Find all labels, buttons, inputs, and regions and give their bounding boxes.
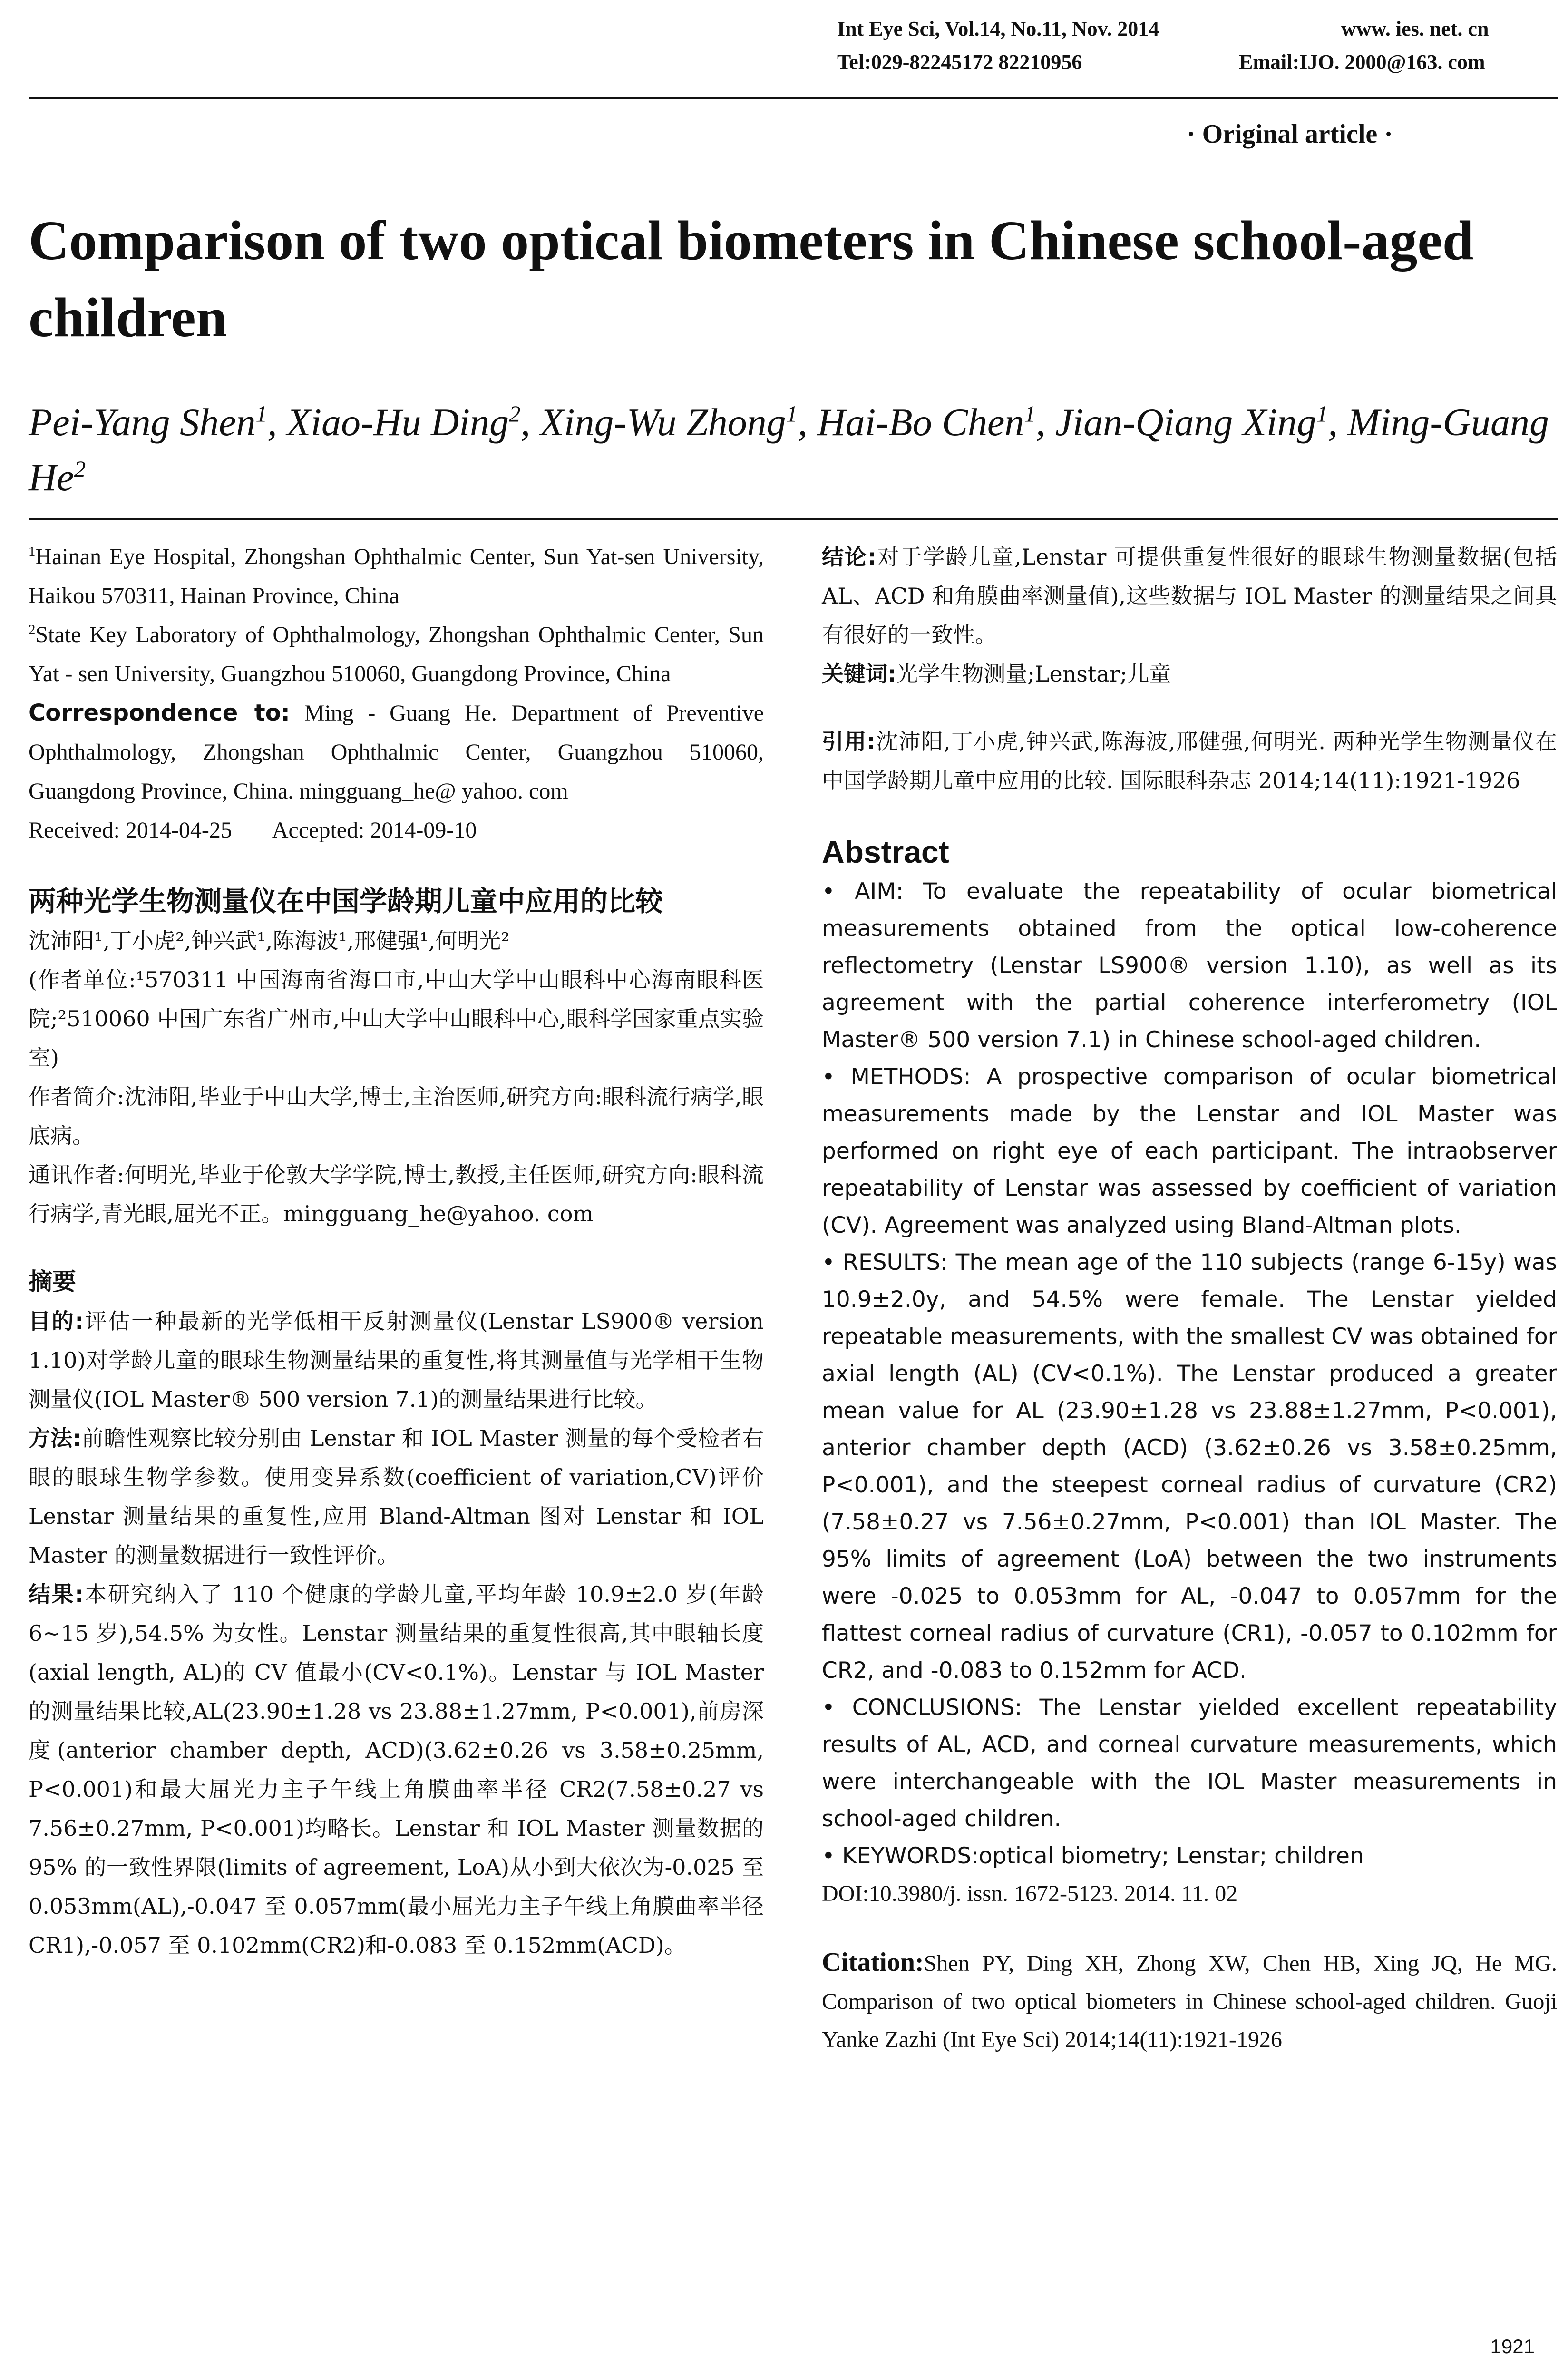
abstract-results: • RESULTS: The mean age of the 110 subjects (range 6-15y) was 10.9±2.0y, and 54.5% were female. The Lenstar yielded repeatable measurements, with the smallest CV was obtained for axial length (AL) (CV<0.1%). The Lenstar produced a greater mean value for AL (23.90±1.28 vs 23.88±1.27mm, P<0.001), anterior chamber depth (ACD) (3.62±0.26 vs 3.58±0.25mm, P<0.001), and the steepest corneal radius of curvature (CR2) (7.58±0.27 vs 7.56±0.27mm, P<0.001) than IOL Master. The 95% limits of agreement (LoA) between the two instruments were -0.025 to 0.053mm for AL, -0.047 to 0.057mm for the flattest corneal radius of curvature (CR1), -0.057 to 0.102mm for CR2, and -0.083 to 0.152mm for ACD. xyxy=(822,1249,1557,1684)
abstract-aim: • AIM: To evaluate the repeatability of ocular biometrical measurements obtained from the optical low-coherence reflectometry (Lenstar LS900® version 1.10), as well as its agreement with the partial coherence interferometry (IOL Master® 500 version 7.1) in Chinese school-aged children. xyxy=(822,878,1557,1053)
doi[interactable]: DOI:10.3980/j. issn. 1672-5123. 2014. 11. 02 xyxy=(822,1881,1238,1906)
journal-email[interactable]: Email:IJO. 2000@163. com xyxy=(1239,50,1485,74)
abstract-keywords: • KEYWORDS:optical biometry; Lenstar; children xyxy=(822,1843,1364,1869)
author-list: Pei-Yang Shen$^1$, Xiao-Hu Ding$^2$, Xing-Wu Zhong$^1$, Hai-Bo Chen$^1$, Jian-Qiang Xing$^1$, Ming-Guang He$^2$ xyxy=(29,400,1549,499)
cn-citation: 引用:沈沛阳,丁小虎,钟兴武,陈海波,邢健强,何明光. 两种光学生物测量仪在中国学龄期儿童中应用的比较. 国际眼科杂志 2014;14(11):1921-1926 xyxy=(822,729,1557,793)
cn-conclusion: 结论:对于学龄儿童,Lenstar 可提供重复性很好的眼球生物测量数据(包括 AL、ACD 和角膜曲率测量值),这些数据与 IOL Master 的测量结果之间具有很好的一致性。 xyxy=(822,544,1557,648)
authors-rule xyxy=(29,518,1558,520)
cn-abstract-heading: 摘要 xyxy=(29,1268,76,1296)
cn-corresponding-bio: 通讯作者:何明光,毕业于伦敦大学学院,博士,教授,主任医师,研究方向:眼科流行病学,青光眼,屈光不正。mingguang_he@yahoo. com xyxy=(29,1162,764,1227)
header-rule xyxy=(29,97,1558,99)
cn-aim: 目的:评估一种最新的光学低相干反射测量仪(Lenstar LS900® version 1.10)对学龄儿童的眼球生物测量结果的重复性,将其测量值与光学相干生物测量仪(IOL Master® 500 version 7.1)的测量结果进行比较。 xyxy=(29,1308,764,1412)
left-column xyxy=(29,537,764,1965)
cn-author-bio: 作者简介:沈沛阳,毕业于中山大学,博士,主治医师,研究方向:眼科流行病学,眼底病。 xyxy=(29,1084,764,1149)
article-type: · Original article · xyxy=(1187,119,1393,149)
cn-authors: 沈沛阳¹,丁小虎²,钟兴武¹,陈海波¹,邢健强¹,何明光² xyxy=(29,928,510,954)
correspondence: Correspondence to: Ming - Guang He. Department of Preventive Ophthalmology, Zhongshan Ophthalmic Center, Guangzhou 510060, Guangdong Province, China. mingguang_he@ yahoo. com xyxy=(29,700,764,804)
abstract-methods: • METHODS: A prospective comparison of ocular biometrical measurements made by the Lenstar and IOL Master was performed on right eye of each participant. The intraobserver repeatability of Lenstar was assessed by coefficient of variation (CV). Agreement was analyzed using Bland-Altman plots. xyxy=(822,1064,1557,1238)
cn-methods: 方法:前瞻性观察比较分别由 Lenstar 和 IOL Master 测量的每个受检者右眼的眼球生物学参数。使用变异系数(coefficient of variation,CV)评价 Lenstar 测量结果的重复性,应用 Bland-Altman 图对 Lenstar 和 IOL Master 的测量数据进行一致性评价。 xyxy=(29,1425,764,1568)
affiliation-1: $^1$Hainan Eye Hospital, Zhongshan Ophthalmic Center, Sun Yat-sen University, Haikou 570311, Hainan Province, China xyxy=(29,544,764,608)
author-6: Ming-Guang He$^2$ xyxy=(29,400,1549,499)
author-5: Jian-Qiang Xing$^1$ xyxy=(1055,400,1328,444)
author-3: Xing-Wu Zhong$^1$ xyxy=(540,400,798,444)
journal-line: Int Eye Sci, Vol.14, No.11, Nov. 2014 xyxy=(837,17,1159,40)
affiliation-2: $^2$State Key Laboratory of Ophthalmology, Zhongshan Ophthalmic Center, Sun Yat - sen University, Guangzhou 510060, Guangdong Province, China xyxy=(29,622,764,686)
article-title: Comparison of two optical biometers in Chinese school-aged children xyxy=(29,209,1474,349)
right-column xyxy=(822,537,1557,2059)
author-2: Xiao-Hu Ding$^2$ xyxy=(287,400,521,444)
page-number: 1921 xyxy=(1490,2335,1535,2358)
abstract-heading: Abstract xyxy=(822,834,949,869)
author-1: Pei-Yang Shen$^1$ xyxy=(29,400,268,444)
journal-tel: Tel:029-82245172 82210956 xyxy=(837,50,1082,74)
english-citation: Citation:Shen PY, Ding XH, Zhong XW, Chen HB, Xing JQ, He MG. Comparison of two optical biometers in Chinese school-aged children. Guoji Yanke Zazhi (Int Eye Sci) 2014;14(11):1921-1926 xyxy=(822,1948,1557,2052)
cn-title: 两种光学生物测量仪在中国学龄期儿童中应用的比较 xyxy=(29,885,663,917)
journal-website[interactable]: www. ies. net. cn xyxy=(1341,17,1489,40)
cn-unit: (作者单位:¹570311 中国海南省海口市,中山大学中山眼科中心海南眼科医院;²510060 中国广东省广州市,中山大学中山眼科中心,眼科学国家重点实验室) xyxy=(29,967,764,1071)
dates: Received: 2014-04-25 Accepted: 2014-09-10 xyxy=(29,818,477,843)
cn-results: 结果:本研究纳入了 110 个健康的学龄儿童,平均年龄 10.9±2.0 岁(年龄 6~15 岁),54.5% 为女性。Lenstar 测量结果的重复性很高,其中眼轴长度(axial length, AL)的 CV 值最小(CV<0.1%)。Lenstar 与 IOL Master 的测量结果比较,AL(23.90±1.28 vs 23.88±1.27mm, P<0.001),前房深度(anterior chamber depth, ACD)(3.62±0.26 vs 3.58±0.25mm, P<0.001)和最大屈光力主子午线上角膜曲率半径 CR2(7.58±0.27 vs 7.56±0.27mm, P<0.001)均略长。Lenstar 和 IOL Master 测量数据的 95% 的一致性界限(limits of agreement, LoA)从小到大依次为-0.025 至 0.053mm(AL),-0.047 至 0.057mm(最小屈光力主子午线上角膜曲率半径 CR1),-0.057 至 0.102mm(CR2)和-0.083 至 0.152mm(ACD)。 xyxy=(29,1581,764,1958)
abstract-conclusions: • CONCLUSIONS: The Lenstar yielded excellent repeatability results of AL, ACD, and corneal curvature measurements, which were interchangeable with the IOL Master measurements in school-aged children. xyxy=(822,1695,1557,1832)
cn-keywords: 关键词:光学生物测量;Lenstar;儿童 xyxy=(822,661,1171,687)
author-4: Hai-Bo Chen$^1$ xyxy=(817,400,1036,444)
